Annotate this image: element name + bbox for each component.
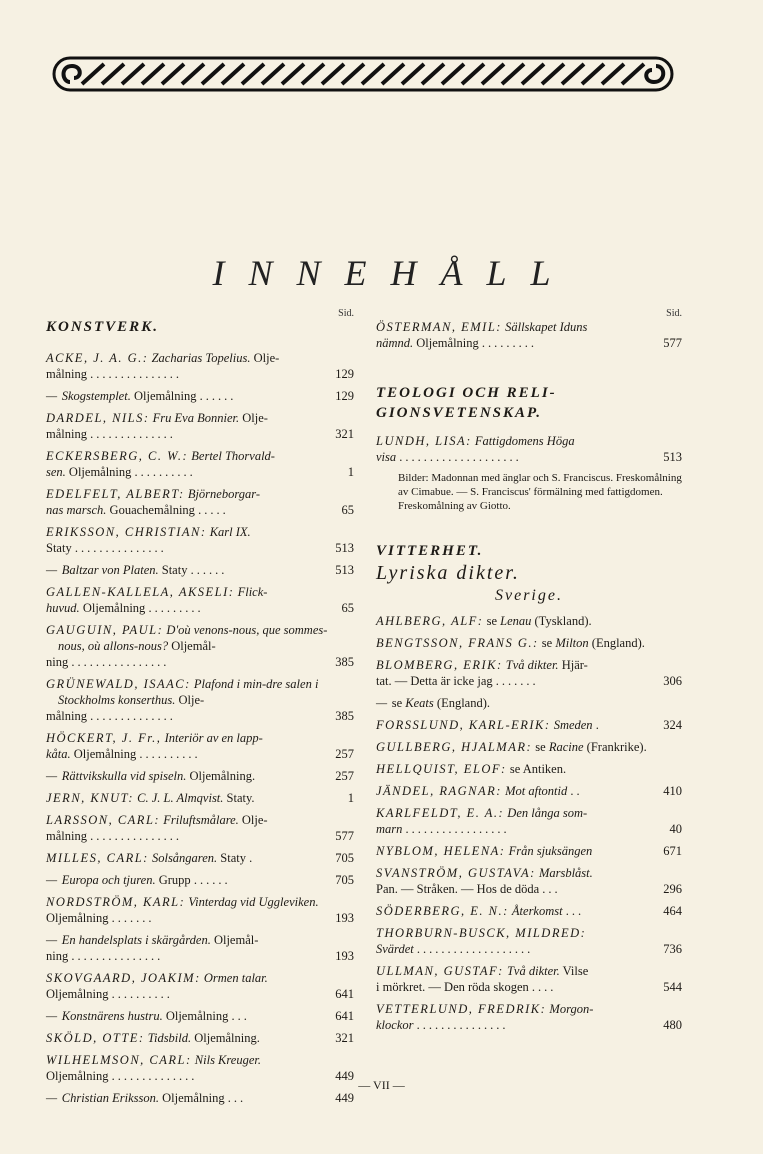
subheading-lyriska: Lyriska dikter. — [376, 562, 520, 584]
list-item: — Konstnärens hustru. Oljemålning ... 641 — [46, 1009, 354, 1023]
list-item: SÖDERBERG, E. N.: Återkomst ... 464 — [376, 904, 682, 918]
list-item: — Rättvikskulla vid spiseln. Oljemålning. 257 — [46, 769, 354, 783]
section-heading-vitterhet: VITTERHET. — [376, 543, 484, 559]
list-item: HÖCKERT, J. Fr., Interiör av en lapp- kåta. Oljemålning .......... 257 — [46, 731, 354, 761]
list-item: FORSSLUND, KARL-ERIK: Smeden . 324 — [376, 718, 682, 732]
list-item: LARSSON, CARL: Friluftsmålare. Olje- målning ............... 577 — [46, 813, 354, 843]
list-item: — Europa och tjuren. Grupp ...... 705 — [46, 873, 354, 887]
list-item: WILHELMSON, CARL: Nils Kreuger. Oljemålning .............. 449 — [46, 1053, 354, 1083]
page-title: INNEHÅLL — [212, 253, 575, 293]
list-item: — Skogstemplet. Oljemålning ...... 129 — [46, 389, 354, 403]
decorative-border-ornament — [52, 56, 674, 92]
list-item: DARDEL, NILS: Fru Eva Bonnier. Olje- målning .............. 321 — [46, 411, 354, 441]
list-item: BLOMBERG, ERIK: Två dikter. Hjär- tat. — Detta är icke jag ....... 306 — [376, 658, 682, 688]
list-item: KARLFELDT, E. A.: Den långa som- marn ................. 40 — [376, 806, 682, 836]
list-item: SKÖLD, OTTE: Tidsbild. Oljemålning. 321 — [46, 1031, 354, 1045]
list-item: — En handelsplats i skärgården. Oljemål- ning ............... 193 — [46, 933, 354, 963]
section-heading-konstverk: KONSTVERK. — [46, 319, 159, 335]
list-item: ECKERSBERG, C. W.: Bertel Thorvald- sen. Oljemålning .......... 1 — [46, 449, 354, 479]
list-item: JÄNDEL, RAGNAR: Mot aftontid .. 410 — [376, 784, 682, 798]
list-item: GALLEN-KALLELA, AKSELI: Flick- huvud. Oljemålning ......... 65 — [46, 585, 354, 615]
list-item: NYBLOM, HELENA: Från sjuksängen 671 — [376, 844, 682, 858]
sid-label: Sid. — [338, 308, 354, 319]
list-item: AHLBERG, ALF: se Lenau (Tyskland). — [376, 614, 592, 628]
list-item: NORDSTRÖM, KARL: Vinterdag vid Uggleviken. Oljemålning ....... 193 — [46, 895, 354, 925]
list-item: SKOVGAARD, JOAKIM: Ormen talar. Oljemålning .......... 641 — [46, 971, 354, 1001]
list-item: JERN, KNUT: C. J. L. Almqvist. Staty. 1 — [46, 791, 354, 805]
list-item: SVANSTRÖM, GUSTAVA: Marsblåst. Pan. — Stråken. — Hos de döda ... 296 — [376, 866, 682, 896]
sid-label: Sid. — [666, 308, 682, 319]
section-heading-teologi: TEOLOGI OCH RELI-GIONSVETENSKAP. — [376, 385, 557, 421]
list-item: GAUGUIN, PAUL: D'où venons-nous, que sommes-nous, où allons-nous? Oljemål- ning ................ 385 — [46, 623, 354, 669]
list-item: ÖSTERMAN, EMIL: Sällskapet Iduns nämnd. Oljemålning ......... 577 — [376, 320, 682, 350]
list-item: GRÜNEWALD, ISAAC: Plafond i min-dre salen i Stockholms konserthus. Olje- målning .............. 385 — [46, 677, 354, 723]
list-item: ERIKSSON, CHRISTIAN: Karl IX. Staty ............... 513 — [46, 525, 354, 555]
illustration-note: Bilder: Madonnan med änglar och S. Franciscus. Freskomålning av Cimabue. — S. Franciscus' förmälning med fattigdomen. Freskomålning av Giotto. — [398, 472, 682, 512]
list-item: BENGTSSON, FRANS G.: se Milton (England). — [376, 636, 645, 650]
list-item: HELLQUIST, ELOF: se Antiken. — [376, 762, 567, 776]
left-column — [46, 308, 354, 1112]
list-item: VETTERLUND, FREDRIK: Morgon- klockor ............... 480 — [376, 1002, 682, 1032]
list-item: GULLBERG, HJALMAR: se Racine (Frankrike). — [376, 740, 647, 754]
list-item: — se Keats (England). — [376, 696, 491, 710]
list-item: ACKE, J. A. G.: Zacharias Topelius. Olje- målning ............... 129 — [46, 351, 354, 381]
list-item: — Christian Eriksson. Oljemålning ... 449 — [46, 1091, 354, 1105]
list-item: ULLMAN, GUSTAF: Två dikter. Vilse i mörkret. — Den röda skogen .... 544 — [376, 964, 682, 994]
list-item: EDELFELT, ALBERT: Björneborgar- nas marsch. Gouachemålning ..... 65 — [46, 487, 354, 517]
subheading-sverige: Sverige. — [495, 587, 563, 604]
list-item: THORBURN-BUSCK, MILDRED: Svärdet ................... 736 — [376, 926, 682, 956]
page-number: — VII — — [358, 1078, 405, 1092]
list-item: MILLES, CARL: Solsångaren. Staty . 705 — [46, 851, 354, 865]
list-item: — Baltzar von Platen. Staty ...... 513 — [46, 563, 354, 577]
right-column — [376, 308, 682, 1039]
list-item: LUNDH, LISA: Fattigdomens Höga visa .................... 513 — [376, 434, 682, 464]
